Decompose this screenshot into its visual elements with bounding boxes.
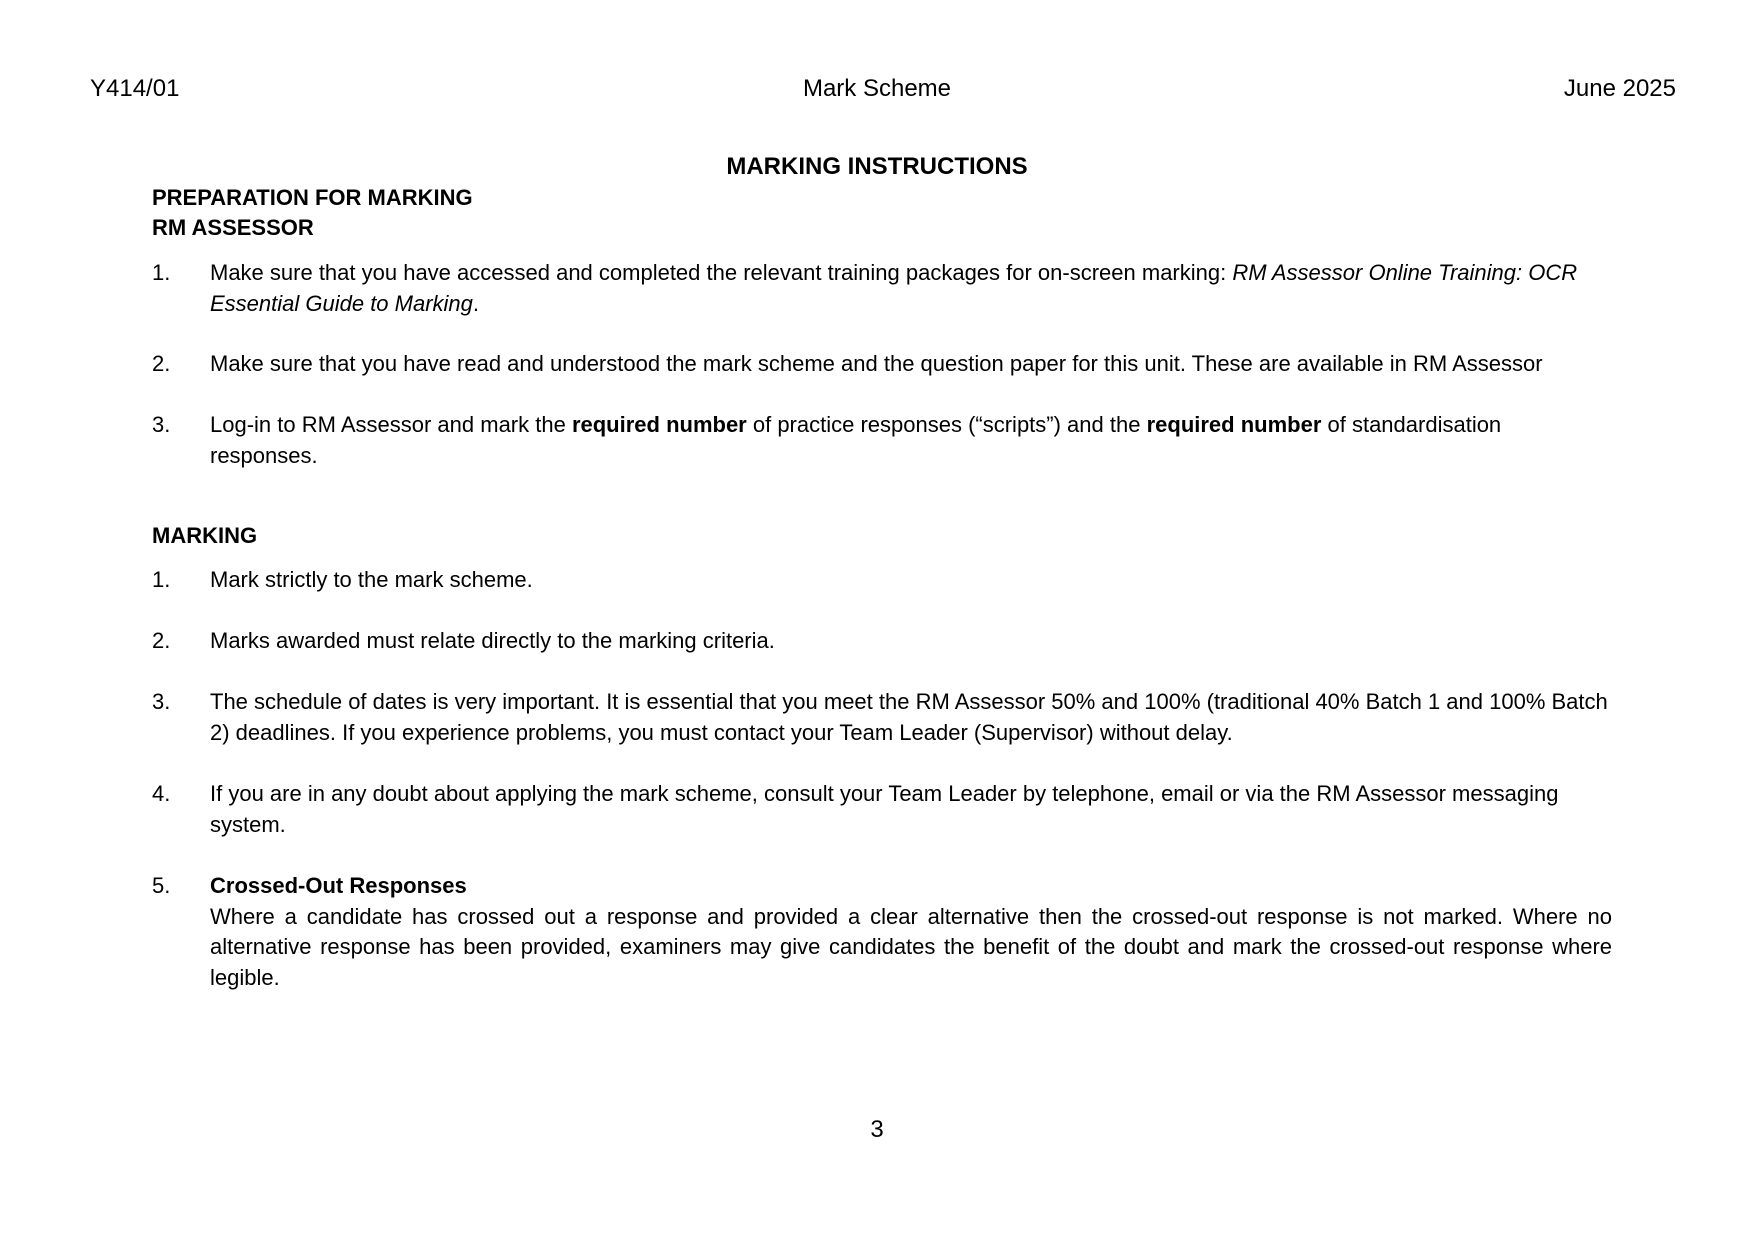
list-item-text-part: of standardisation responses. xyxy=(210,412,1502,468)
emphasis-text: required number xyxy=(1146,412,1322,437)
list-item-content xyxy=(210,871,1612,993)
header-paper-code: Y414/01 xyxy=(90,75,180,102)
list-item-text-part: Log-in to RM Assessor and mark the xyxy=(210,412,572,437)
emphasis-text: required number xyxy=(571,412,747,437)
list-item-number: 4. xyxy=(152,781,171,806)
preparation-heading: PREPARATION FOR MARKING xyxy=(152,185,473,210)
list-item-text xyxy=(210,410,1612,471)
list-item-text xyxy=(210,258,1612,319)
marking-heading: MARKING xyxy=(152,523,258,548)
list-item-number: 3. xyxy=(152,689,171,714)
list-item-text: Mark strictly to the mark scheme. xyxy=(210,567,533,592)
list-item-text: Marks awarded must relate directly to the marking criteria. xyxy=(210,628,775,653)
page-title: MARKING INSTRUCTIONS xyxy=(726,153,1028,180)
list-item-text-part: of practice responses (“scripts”) and the xyxy=(746,412,1147,437)
crossed-out-responses-heading: Crossed-Out Responses xyxy=(210,873,467,898)
list-item-number: 2. xyxy=(152,351,171,376)
list-item-text: Make sure that you have read and understood the mark scheme and the question paper for this unit. These are available in RM Assessor xyxy=(210,351,1543,376)
list-item-number: 1. xyxy=(152,260,171,285)
page-number: 3 xyxy=(870,1116,884,1143)
list-item-text: Where a candidate has crossed out a response and provided a clear alternative then the crossed-out response is not marked. Where no alternative response has been provided, examiners may give candidates the benefit of the doubt and mark the crossed-out response where legible. xyxy=(210,903,1612,990)
header-document-type: Mark Scheme xyxy=(802,75,952,102)
rm-assessor-heading: RM ASSESSOR xyxy=(152,215,314,240)
list-item-text: If you are in any doubt about applying the mark scheme, consult your Team Leader by telephone, email or via the RM Assessor messaging system. xyxy=(210,781,1559,837)
training-package-name: RM Assessor Online Training: OCR Essential Guide to Marking xyxy=(210,260,1578,316)
list-item-number: 5. xyxy=(152,873,171,898)
list-item-number: 1. xyxy=(152,567,171,592)
list-item-text-part: Make sure that you have accessed and completed the relevant training packages for on-screen marking: xyxy=(210,260,1233,285)
list-item-text-part: . xyxy=(472,290,480,316)
list-item-number: 3. xyxy=(152,412,171,437)
header-session: June 2025 xyxy=(1563,75,1676,102)
list-item-text: The schedule of dates is very important. It is essential that you meet the RM Assessor 50% and 100% (traditional 40% Batch 1 and 100% Batch 2) deadlines. If you experience problems, you must contact your Team Leader (Supervisor) without delay. xyxy=(210,689,1608,745)
list-item-number: 2. xyxy=(152,628,171,653)
